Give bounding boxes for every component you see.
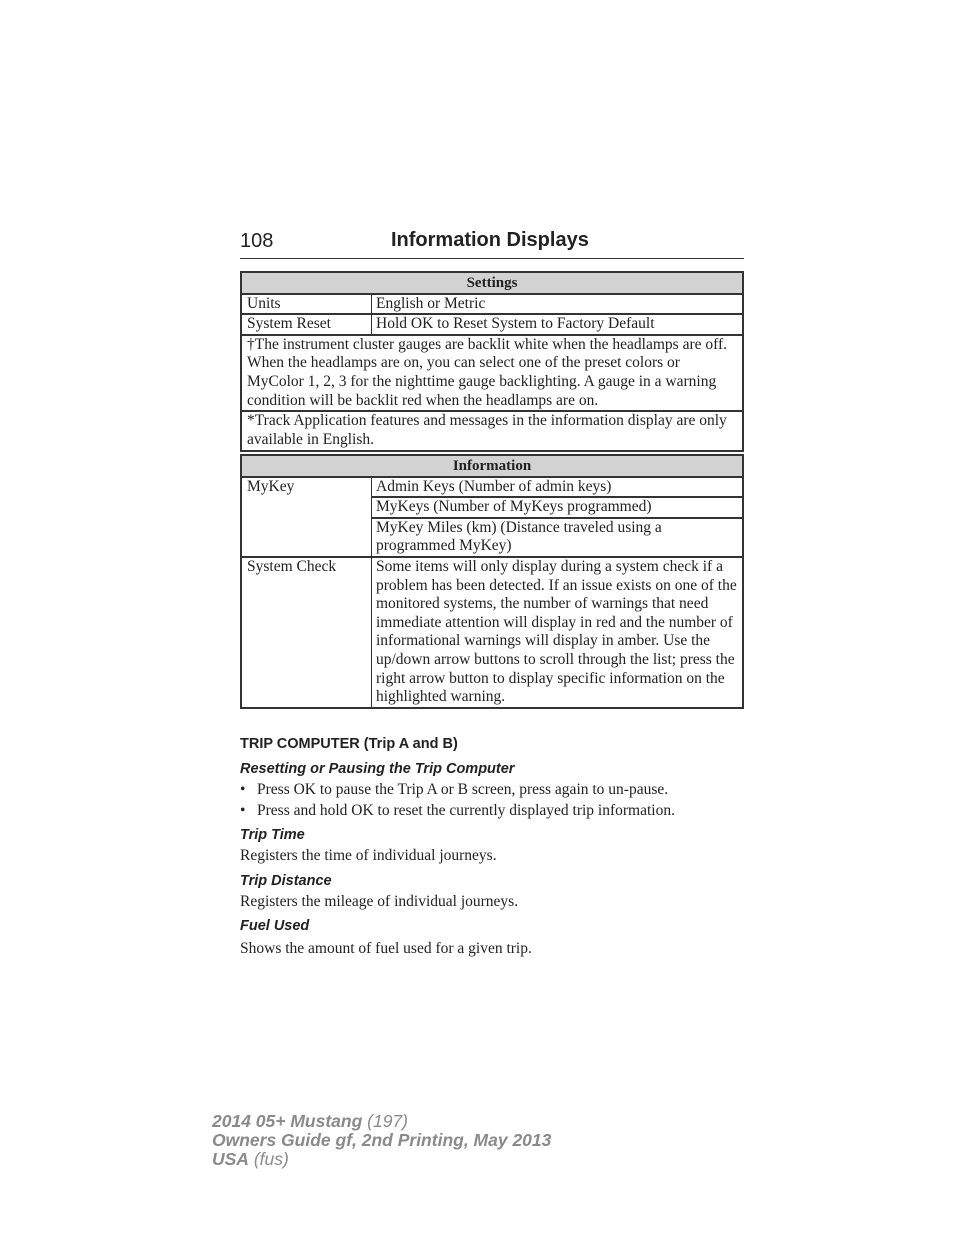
- page-title: Information Displays: [391, 229, 589, 251]
- settings-note-star: *Track Application features and messages in the information display are only available in English.: [241, 411, 743, 451]
- settings-table: [240, 271, 744, 452]
- table-row: [241, 557, 743, 708]
- system-check-label: System Check: [241, 557, 372, 708]
- settings-note-dagger: †The instrument cluster gauges are backlit white when the headlamps are off. When the headlamps are on, you can select one of the preset colors or MyColor 1, 2, 3 for the nighttime gauge backlighting. A gauge in a warning condition will be backlit red when the headlamps are on.: [241, 335, 743, 411]
- fuel-used-text: Shows the amount of fuel used for a given trip.: [240, 940, 532, 957]
- trip-distance-text: Registers the mileage of individual journeys.: [240, 893, 519, 910]
- bullet-text: Press and hold OK to reset the currently displayed trip information.: [257, 802, 675, 819]
- table-row: [241, 477, 743, 498]
- settings-units-value: English or Metric: [372, 294, 744, 315]
- table-row: [241, 314, 743, 335]
- footer-market-code: (fus): [253, 1149, 289, 1169]
- footer-model: 2014 05+ Mustang: [212, 1111, 363, 1131]
- footer-line-3: [212, 1150, 551, 1169]
- footer-market: USA: [212, 1149, 249, 1169]
- trip-time-heading: Trip Time: [240, 827, 305, 843]
- page-number: 108: [240, 230, 274, 252]
- settings-reset-label: System Reset: [241, 314, 372, 335]
- bullet-icon: •: [240, 802, 246, 819]
- page-header: [240, 228, 744, 259]
- bullet-icon: •: [240, 781, 246, 798]
- bullet-text: Press OK to pause the Trip A or B screen, press again to un-pause.: [257, 781, 669, 798]
- information-table: [240, 454, 744, 709]
- table-row: [241, 294, 743, 315]
- footer-model-code: (197): [367, 1111, 409, 1131]
- table-row: [241, 411, 743, 451]
- settings-table-heading: Settings: [241, 272, 743, 294]
- mykey-value-admin: Admin Keys (Number of admin keys): [372, 477, 744, 498]
- list-item: [240, 802, 675, 820]
- system-check-value: Some items will only display during a system check if a problem has been detected. If an issue exists on one of the monitored systems, the number of warnings that need immediate attention will display in red and the number of informational warnings will display in amber. Use the up/down arrow buttons to scroll through the list; press the right arrow button to display specific information on the highlighted warning.: [372, 557, 744, 708]
- table-row: [241, 335, 743, 411]
- mykey-value-miles: MyKey Miles (km) (Distance traveled using a programmed MyKey): [372, 518, 744, 557]
- information-table-heading: Information: [241, 455, 743, 477]
- fuel-used-heading: Fuel Used: [240, 918, 310, 934]
- list-item: [240, 781, 668, 799]
- footer-line-1: [212, 1112, 551, 1131]
- mykey-label: MyKey: [241, 477, 372, 557]
- page-footer: [212, 1112, 551, 1169]
- trip-computer-heading: TRIP COMPUTER (Trip A and B): [240, 736, 458, 752]
- trip-time-text: Registers the time of individual journeys.: [240, 847, 497, 864]
- footer-guide: Owners Guide gf, 2nd Printing, May 2013: [212, 1130, 552, 1150]
- settings-reset-value: Hold OK to Reset System to Factory Default: [372, 314, 744, 335]
- trip-distance-heading: Trip Distance: [240, 873, 332, 889]
- mykey-value-count: MyKeys (Number of MyKeys programmed): [372, 497, 744, 518]
- reset-pause-heading: Resetting or Pausing the Trip Computer: [240, 761, 515, 777]
- footer-line-2: [212, 1131, 551, 1150]
- settings-units-label: Units: [241, 294, 372, 315]
